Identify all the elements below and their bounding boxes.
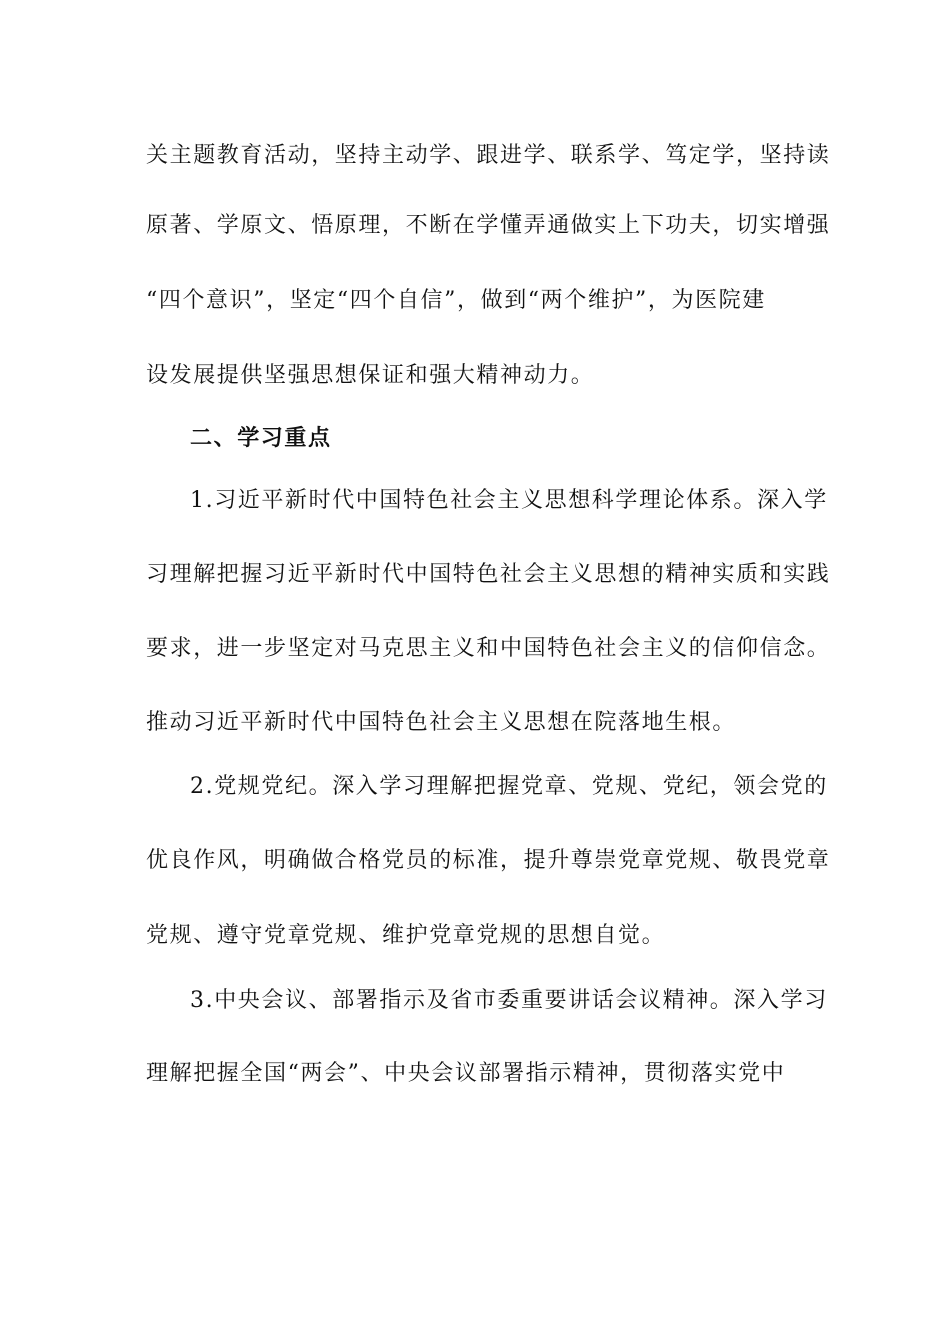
paragraph-line: 3.中央会议、部署指示及省市委重要讲话会议精神。深入学习	[190, 988, 828, 1013]
paragraph-line: 理解把握全国“两会”、中央会议部署指示精神，贯彻落实党中	[146, 1061, 786, 1086]
paragraph-line: 设发展提供坚强思想保证和强大精神动力。	[146, 363, 595, 388]
paragraph-line: “四个意识”，坚定“四个自信”，做到“两个维护”，为医院建	[146, 288, 766, 313]
paragraph-line: 关主题教育活动，坚持主动学、跟进学、联系学、笃定学，坚持读	[146, 143, 831, 168]
paragraph-line: 要求，进一步坚定对马克思主义和中国特色社会主义的信仰信念。	[146, 636, 831, 661]
paragraph-line: 优良作风，明确做合格党员的标准，提升尊崇党章党规、敬畏党章	[146, 848, 831, 873]
paragraph-line: 1.习近平新时代中国特色社会主义思想科学理论体系。深入学	[190, 488, 828, 513]
paragraph-line: 习理解把握习近平新时代中国特色社会主义思想的精神实质和实践	[146, 562, 831, 587]
paragraph-line: 2.党规党纪。深入学习理解把握党章、党规、党纪，领会党的	[190, 774, 828, 799]
paragraph-line: 党规、遵守党章党规、维护党章党规的思想自觉。	[146, 923, 666, 948]
section-heading: 二、学习重点	[190, 425, 332, 451]
paragraph-line: 原著、学原文、悟原理，不断在学懂弄通做实上下功夫，切实增强	[146, 213, 831, 238]
paragraph-line: 推动习近平新时代中国特色社会主义思想在院落地生根。	[146, 710, 737, 735]
